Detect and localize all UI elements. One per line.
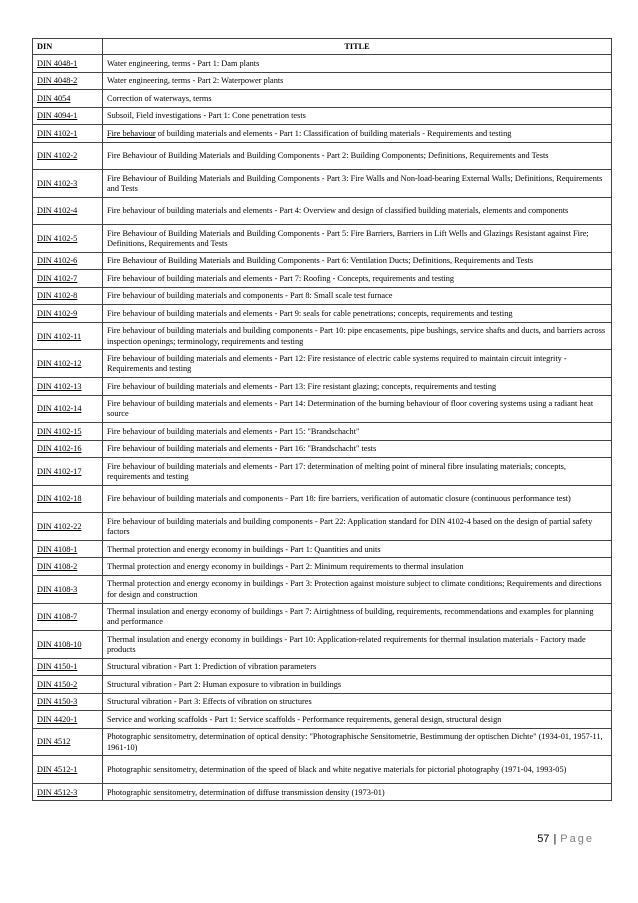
din-number-link[interactable]: DIN 4108-10 — [33, 631, 103, 659]
table-row — [33, 252, 612, 270]
table-row — [33, 693, 612, 711]
standard-title: Fire Behaviour of Building Materials and Building Components - Part 6: Ventilation Ducts; Definitions, Requirements and Tests — [103, 252, 612, 270]
table-row — [33, 287, 612, 305]
standard-title: Fire behaviour of building materials and components - Part 8: Small scale test furnace — [103, 287, 612, 305]
standard-title: Service and working scaffolds - Part 1: Service scaffolds - Performance requirements, general design, structural design — [103, 711, 612, 729]
page-label: Page — [560, 833, 594, 845]
din-number-link[interactable]: DIN 4054 — [33, 90, 103, 108]
table-row — [33, 540, 612, 558]
standard-title: Fire behaviour of building materials and elements - Part 14: Determination of the burning behaviour of floor covering systems using a radiant heat source — [103, 395, 612, 423]
din-number-link[interactable]: DIN 4512-3 — [33, 783, 103, 801]
din-number-link[interactable]: DIN 4150-1 — [33, 658, 103, 676]
table-row — [33, 170, 612, 198]
din-number-link[interactable]: DIN 4102-5 — [33, 225, 103, 253]
din-number-link[interactable]: DIN 4420-1 — [33, 711, 103, 729]
din-number-link[interactable]: DIN 4102-13 — [33, 378, 103, 396]
standard-title: Thermal protection and energy economy in buildings - Part 1: Quantities and units — [103, 540, 612, 558]
table-row — [33, 225, 612, 253]
page-number: 57 — [537, 833, 550, 845]
standard-title: Subsoil, Field investigations - Part 1: Cone penetration tests — [103, 107, 612, 125]
standard-title — [103, 125, 612, 143]
title-link[interactable]: Fire behaviour — [107, 128, 156, 138]
din-number-link[interactable]: DIN 4102-18 — [33, 485, 103, 513]
standard-title: Structural vibration - Part 3: Effects of vibration on structures — [103, 693, 612, 711]
din-number-link[interactable]: DIN 4108-2 — [33, 558, 103, 576]
din-number-link[interactable]: DIN 4102-14 — [33, 395, 103, 423]
standard-title: Structural vibration - Part 2: Human exposure to vibration in buildings — [103, 676, 612, 694]
standard-title: Fire Behaviour of Building Materials and Building Components - Part 2: Building Components; Definitions, Requirements and Tests — [103, 142, 612, 170]
standard-title: Fire behaviour of building materials and elements - Part 4: Overview and design of classified building materials, elements and components — [103, 197, 612, 225]
standard-title: Fire behaviour of building materials and components - Part 18: fire barriers, verification of automatic closure (continuous performance test) — [103, 485, 612, 513]
din-number-link[interactable]: DIN 4102-22 — [33, 513, 103, 541]
standard-title: Thermal protection and energy economy in buildings - Part 3: Protection against moisture subject to climate conditions; Requirements and directions for design and construction — [103, 575, 612, 603]
standard-title: Fire behaviour of building materials and elements - Part 15: "Brandschacht" — [103, 423, 612, 441]
din-number-link[interactable]: DIN 4150-2 — [33, 676, 103, 694]
din-number-link[interactable]: DIN 4108-7 — [33, 603, 103, 631]
din-number-link[interactable]: DIN 4102-15 — [33, 423, 103, 441]
table-row — [33, 676, 612, 694]
standard-title: Fire behaviour of building materials and elements - Part 13: Fire resistant glazing; concepts, requirements and testing — [103, 378, 612, 396]
din-number-link[interactable]: DIN 4102-4 — [33, 197, 103, 225]
din-number-link[interactable]: DIN 4048-2 — [33, 72, 103, 90]
standard-title: Photographic sensitometry, determination of diffuse transmission density (1973-01) — [103, 783, 612, 801]
din-number-link[interactable]: DIN 4048-1 — [33, 55, 103, 73]
din-number-link[interactable]: DIN 4102-17 — [33, 458, 103, 486]
standard-title: Fire Behaviour of Building Materials and Building Components - Part 3: Fire Walls and Non-load-bearing External Walls; Definitions, Requirements and Tests — [103, 170, 612, 198]
din-number-link[interactable]: DIN 4102-16 — [33, 440, 103, 458]
table-row — [33, 197, 612, 225]
din-number-link[interactable]: DIN 4108-3 — [33, 575, 103, 603]
din-number-link[interactable]: DIN 4102-7 — [33, 270, 103, 288]
table-row — [33, 711, 612, 729]
table-row — [33, 423, 612, 441]
table-row — [33, 728, 612, 756]
standard-title: Photographic sensitometry, determination of optical density: "Photographische Sensitometrie, Bestimmung der optischen Dichte" (1934-01, 1957-11, 1961-10) — [103, 728, 612, 756]
table-row — [33, 658, 612, 676]
standard-title: Photographic sensitometry, determination of the speed of black and white negative materials for pictorial photography (1971-04, 1993-05) — [103, 756, 612, 784]
standard-title: Water engineering, terms - Part 1: Dam plants — [103, 55, 612, 73]
din-number-link[interactable]: DIN 4150-3 — [33, 693, 103, 711]
table-row — [33, 485, 612, 513]
title-text: of building materials and elements - Part 1: Classification of building materials - Requirements and testing — [155, 128, 512, 138]
din-number-link[interactable]: DIN 4102-2 — [33, 142, 103, 170]
table-row — [33, 603, 612, 631]
din-column-header: DIN — [33, 39, 103, 55]
din-number-link[interactable]: DIN 4102-8 — [33, 287, 103, 305]
table-row — [33, 72, 612, 90]
standard-title: Fire behaviour of building materials and elements - Part 7: Roofing - Concepts, requirements and testing — [103, 270, 612, 288]
standard-title: Thermal insulation and energy economy in buildings - Part 10: Application-related requirements for thermal insulation materials - Factory made products — [103, 631, 612, 659]
standard-title: Fire behaviour of building materials and elements - Part 9: seals for cable penetrations; concepts, requirements and testing — [103, 305, 612, 323]
standard-title: Fire behaviour of building materials and elements - Part 17: determination of melting point of mineral fibre insulating materials; concepts, requirements and testing — [103, 458, 612, 486]
din-number-link[interactable]: DIN 4102-11 — [33, 322, 103, 350]
standard-title: Thermal insulation and energy economy of buildings - Part 7: Airtightness of building, requirements, recommendations and examples for planning and performance — [103, 603, 612, 631]
table-row — [33, 558, 612, 576]
standard-title: Structural vibration - Part 1: Prediction of vibration parameters — [103, 658, 612, 676]
table-row — [33, 142, 612, 170]
title-column-header: TITLE — [103, 39, 612, 55]
table-row — [33, 458, 612, 486]
table-row — [33, 270, 612, 288]
table-row — [33, 305, 612, 323]
standard-title: Fire Behaviour of Building Materials and Building Components - Part 5: Fire Barriers, Barriers in Lift Wells and Glazings Resistant against Fire; Definitions, Requirements and Tests — [103, 225, 612, 253]
standard-title: Fire behaviour of building materials and building components - Part 22: Application standard for DIN 4102-4 based on the design of partial safety factors — [103, 513, 612, 541]
din-number-link[interactable]: DIN 4102-3 — [33, 170, 103, 198]
din-number-link[interactable]: DIN 4094-1 — [33, 107, 103, 125]
din-number-link[interactable]: DIN 4102-9 — [33, 305, 103, 323]
table-row — [33, 350, 612, 378]
din-number-link[interactable]: DIN 4102-1 — [33, 125, 103, 143]
din-number-link[interactable]: DIN 4108-1 — [33, 540, 103, 558]
table-row — [33, 322, 612, 350]
table-row — [33, 440, 612, 458]
standard-title: Fire behaviour of building materials and elements - Part 12: Fire resistance of electric cable systems required to maintain circuit integrity - Requirements and testing — [103, 350, 612, 378]
table-row — [33, 107, 612, 125]
standard-title: Thermal protection and energy economy in buildings - Part 2: Minimum requirements to thermal insulation — [103, 558, 612, 576]
table-row — [33, 783, 612, 801]
table-body — [33, 55, 612, 801]
table-row — [33, 756, 612, 784]
standard-title: Fire behaviour of building materials and elements - Part 16: "Brandschacht" tests — [103, 440, 612, 458]
din-standards-table — [32, 38, 612, 801]
table-row — [33, 631, 612, 659]
standard-title: Fire behaviour of building materials and building components - Part 10: pipe encasements, pipe bushings, service shafts and ducts, and barriers across inspection openings; terminology, requirements and testing — [103, 322, 612, 350]
table-row — [33, 55, 612, 73]
table-header-row — [33, 39, 612, 55]
document-page — [32, 38, 611, 801]
table-row — [33, 395, 612, 423]
table-row — [33, 125, 612, 143]
table-row — [33, 90, 612, 108]
table-row — [33, 378, 612, 396]
table-row — [33, 513, 612, 541]
page-footer — [537, 833, 594, 845]
din-number-link[interactable]: DIN 4512-1 — [33, 756, 103, 784]
din-number-link[interactable]: DIN 4512 — [33, 728, 103, 756]
standard-title: Correction of waterways, terms — [103, 90, 612, 108]
din-number-link[interactable]: DIN 4102-6 — [33, 252, 103, 270]
standard-title: Water engineering, terms - Part 2: Waterpower plants — [103, 72, 612, 90]
table-row — [33, 575, 612, 603]
din-number-link[interactable]: DIN 4102-12 — [33, 350, 103, 378]
footer-separator: | — [553, 833, 557, 845]
